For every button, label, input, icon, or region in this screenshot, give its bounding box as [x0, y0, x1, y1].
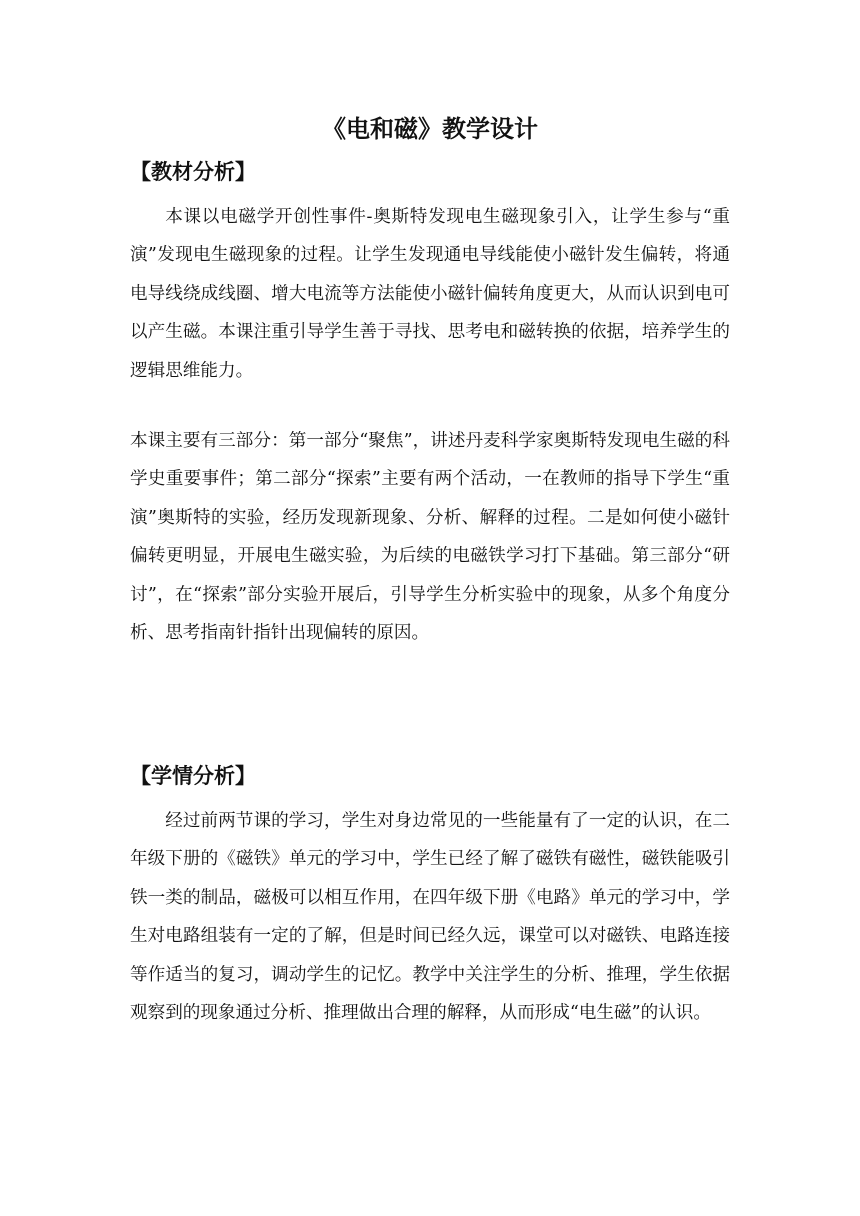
paragraph-textbook-analysis-1: 本课以电磁学开创性事件-奥斯特发现电生磁现象引入，让学生参与“重演”发现电生磁现象的过程。让学生发现通电导线能使小磁针发生偏转，将通电导线绕成线圈、增大电流等方法能使小磁针偏转角度更大，从而认识到电可以产生磁。本课注重引导学生善于寻找、思考电和磁转换的依据，培养学生的逻辑思维能力。	[130, 207, 730, 381]
document-title: 《电和磁》教学设计	[322, 115, 538, 143]
paragraph-learner-analysis-1: 经过前两节课的学习，学生对身边常见的一些能量有了一定的认识，在二年级下册的《磁铁》单元的学习中，学生已经了解了磁铁有磁性，磁铁能吸引铁一类的制品，磁极可以相互作用，在四年级下册《电路》单元的学习中，学生对电路组装有一定的了解，但是时间已经久远，课堂可以对磁铁、电路连接等作适当的复习，调动学生的记忆。教学中关注学生的分析、推理，学生依据观察到的现象通过分析、推理做出合理的解释，从而形成“电生磁”的认识。	[130, 811, 730, 1024]
section-heading-textbook-analysis: 【教材分析】	[130, 160, 256, 184]
paragraph-textbook-analysis-2: 本课主要有三部分：第一部分“聚焦”，讲述丹麦科学家奥斯特发现电生磁的科学史重要事件；第二部分“探索”主要有两个活动，一在教师的指导下学生“重演”奥斯特的实验，经历发现新现象、分析、解释的过程。二是如何使小磁针偏转更明显，开展电生磁实验，为后续的电磁铁学习打下基础。第三部分“研讨”，在“探索”部分实验开展后，引导学生分析实验中的现象，从多个角度分析、思考指南针指针出现偏转的原因。	[130, 431, 730, 644]
section-heading-learner-analysis: 【学情分析】	[130, 764, 256, 788]
